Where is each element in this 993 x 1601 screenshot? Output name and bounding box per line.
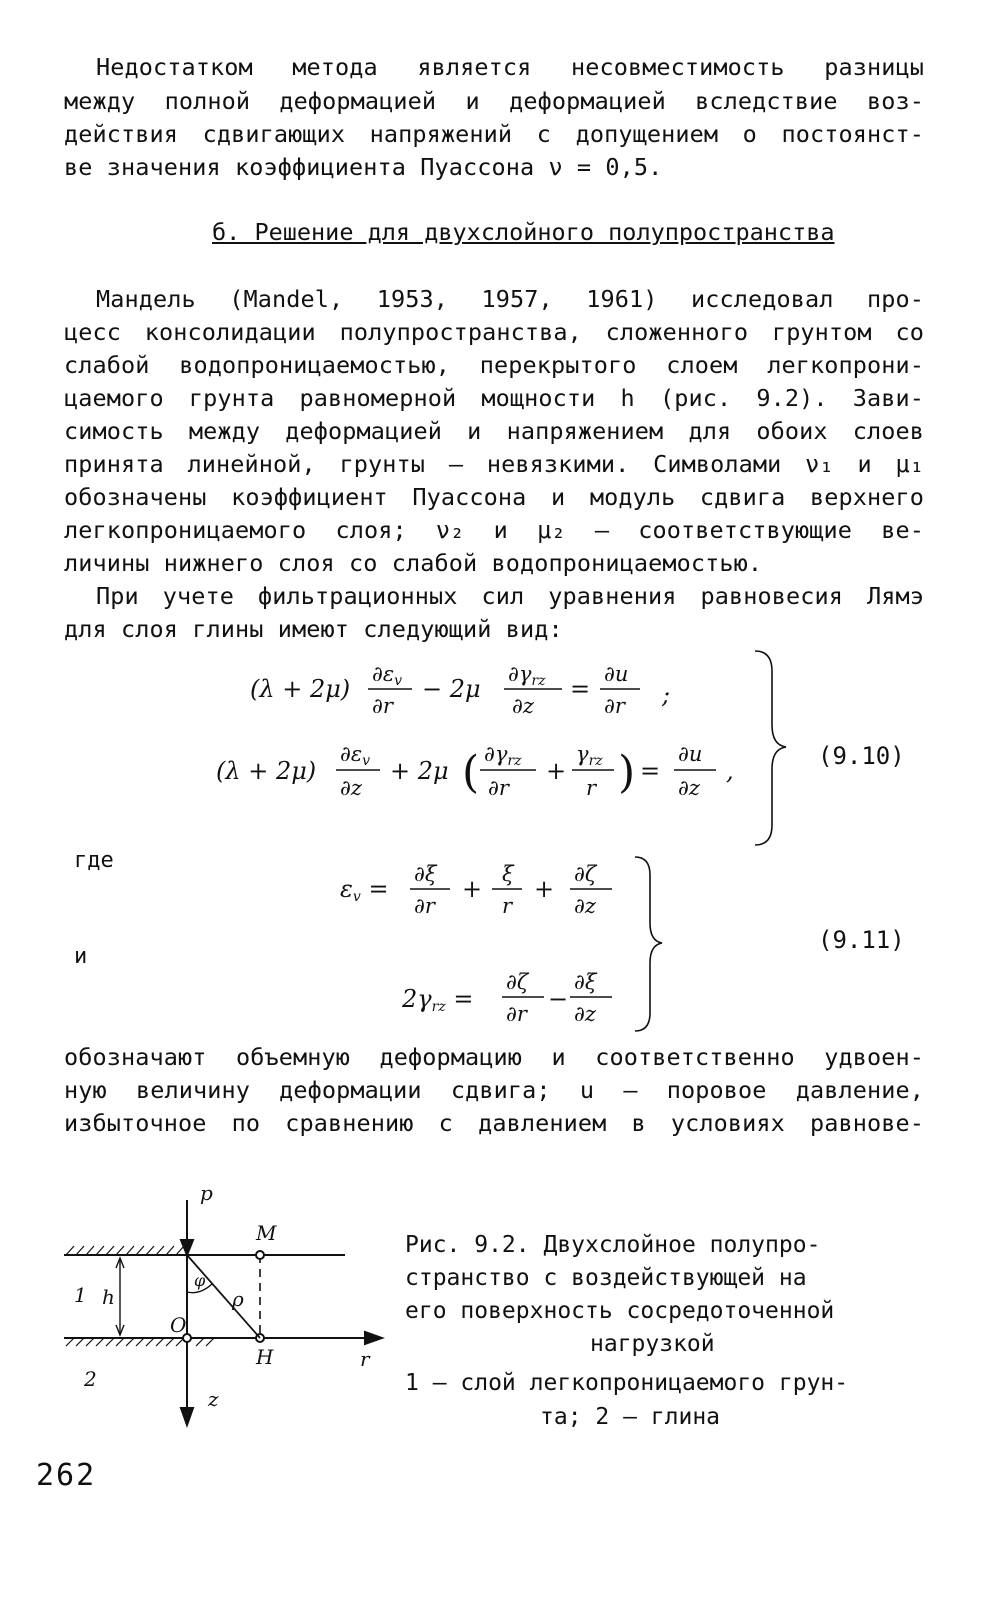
svg-text:∂z: ∂z bbox=[574, 1002, 596, 1026]
text-line: действия сдвигающих напряжений с допущением о постоянст- bbox=[64, 120, 924, 148]
svg-text:;: ; bbox=[662, 681, 671, 709]
text-line: ве значения коэффициента Пуассона ν = 0,5. bbox=[64, 153, 663, 181]
svg-text:+: + bbox=[546, 757, 567, 785]
text-line: Недостатком метода является несовместимость разницы bbox=[96, 53, 924, 81]
svg-text:− 2μ: − 2μ bbox=[422, 675, 481, 703]
svg-text:∂r: ∂r bbox=[372, 694, 393, 718]
svg-text:(λ + 2μ): (λ + 2μ) bbox=[216, 757, 317, 785]
text-line: ную величину деформации сдвига; u – поровое давление, bbox=[64, 1076, 924, 1104]
svg-text:εv =: εv = bbox=[340, 875, 389, 905]
svg-text:∂z: ∂z bbox=[574, 894, 596, 918]
caption-line: 1 – слой легкопроницаемого грун- bbox=[405, 1370, 849, 1396]
where-word: где bbox=[74, 848, 114, 873]
svg-text:(: ( bbox=[462, 747, 480, 798]
text-line: Мандель (Mandel, 1953, 1957, 1961) исследовал про- bbox=[96, 285, 924, 313]
label-H: H bbox=[256, 1345, 274, 1369]
svg-text:,: , bbox=[726, 757, 734, 785]
svg-text:∂εv: ∂εv bbox=[372, 662, 403, 689]
label-layer-2: 2 bbox=[84, 1367, 97, 1391]
text-line: слабой водопроницаемостью, перекрытого слоем легкопрони- bbox=[64, 351, 924, 379]
svg-text:∂γrz: ∂γrz bbox=[484, 742, 522, 769]
text-line: избыточное по сравнению с давлением в условиях равнове- bbox=[64, 1109, 924, 1137]
svg-text:+: + bbox=[462, 875, 483, 903]
caption-line: странство с воздействующей на bbox=[405, 1265, 807, 1291]
caption-line: Рис. 9.2. Двухслойное полупро- bbox=[405, 1232, 821, 1258]
text-line: для слоя глины имеют следующий вид: bbox=[64, 615, 563, 643]
caption-line: та; 2 – глина bbox=[540, 1404, 721, 1430]
text-line: принята линейной, грунты – невязкими. Символами ν₁ и μ₁ bbox=[64, 450, 924, 478]
and-word: и bbox=[74, 944, 88, 969]
svg-text:∂γrz: ∂γrz bbox=[508, 662, 546, 689]
svg-text:∂r: ∂r bbox=[488, 776, 509, 800]
svg-text:∂z: ∂z bbox=[678, 776, 700, 800]
svg-text:−: − bbox=[548, 985, 569, 1013]
text-line: между полной деформацией и деформацией вследствие воз- bbox=[64, 87, 924, 115]
svg-text:∂r: ∂r bbox=[506, 1002, 527, 1026]
equation-label: (9.11) bbox=[818, 926, 905, 954]
label-p: p bbox=[200, 1181, 213, 1205]
label-z: z bbox=[208, 1387, 219, 1411]
label-rho: ρ bbox=[232, 1287, 244, 1311]
figure-9-2 bbox=[60, 1180, 390, 1440]
label-M: M bbox=[256, 1221, 277, 1245]
equation-label: (9.10) bbox=[818, 742, 905, 770]
svg-text:∂u: ∂u bbox=[604, 662, 629, 686]
label-r: r bbox=[360, 1347, 370, 1371]
text-line: обозначены коэффициент Пуассона и модуль сдвига верхнего bbox=[64, 483, 924, 511]
svg-text:∂z: ∂z bbox=[512, 694, 534, 718]
svg-text:r: r bbox=[586, 776, 597, 800]
text-line: При учете фильтрационных сил уравнения равновесия Лямэ bbox=[96, 582, 924, 610]
svg-text:∂ξ: ∂ξ bbox=[414, 862, 437, 886]
text-line: симость между деформацией и напряжением для обоих слоев bbox=[64, 417, 924, 445]
svg-text:(λ + 2μ): (λ + 2μ) bbox=[250, 675, 351, 703]
svg-text:∂u: ∂u bbox=[678, 742, 703, 766]
text-line: личины нижнего слоя со слабой водопроницаемостью. bbox=[64, 549, 763, 577]
svg-text:): ) bbox=[618, 747, 636, 798]
svg-text:∂ζ: ∂ζ bbox=[574, 862, 597, 886]
svg-text:2γrz =: 2γrz = bbox=[402, 985, 474, 1015]
svg-text:γrz: γrz bbox=[576, 742, 603, 769]
svg-text:ξ: ξ bbox=[502, 862, 514, 886]
text-line: цаемого грунта равномерной мощности h (рис. 9.2). Зави- bbox=[64, 384, 924, 412]
label-h: h bbox=[102, 1285, 115, 1309]
label-phi: φ bbox=[194, 1271, 206, 1290]
svg-text:∂ζ: ∂ζ bbox=[506, 970, 529, 994]
svg-text:+ 2μ: + 2μ bbox=[390, 757, 449, 785]
svg-text:+: + bbox=[534, 875, 555, 903]
svg-text:=: = bbox=[570, 675, 591, 703]
section-heading: б. Решение для двухслойного полупространства bbox=[212, 218, 835, 246]
svg-text:r: r bbox=[502, 894, 513, 918]
text-line: цесс консолидации полупространства, сложенного грунтом со bbox=[64, 318, 924, 346]
equation-9-11 bbox=[330, 855, 680, 1035]
svg-text:∂εv: ∂εv bbox=[340, 742, 371, 769]
label-layer-1: 1 bbox=[74, 1283, 87, 1307]
svg-text:∂r: ∂r bbox=[604, 694, 625, 718]
svg-text:∂ξ: ∂ξ bbox=[574, 970, 597, 994]
label-O: O bbox=[170, 1313, 187, 1337]
equation-9-10 bbox=[200, 645, 800, 850]
page-number: 262 bbox=[36, 1458, 97, 1493]
svg-text:∂r: ∂r bbox=[414, 894, 435, 918]
text-line: легкопроницаемого слоя; ν₂ и μ₂ – соответствующие ве- bbox=[64, 516, 924, 544]
caption-line: нагрузкой bbox=[590, 1331, 715, 1357]
svg-text:=: = bbox=[640, 757, 661, 785]
text-line: обозначают объемную деформацию и соответственно удвоен- bbox=[64, 1043, 924, 1071]
svg-text:∂z: ∂z bbox=[340, 776, 362, 800]
caption-line: его поверхность сосредоточенной bbox=[405, 1298, 835, 1324]
